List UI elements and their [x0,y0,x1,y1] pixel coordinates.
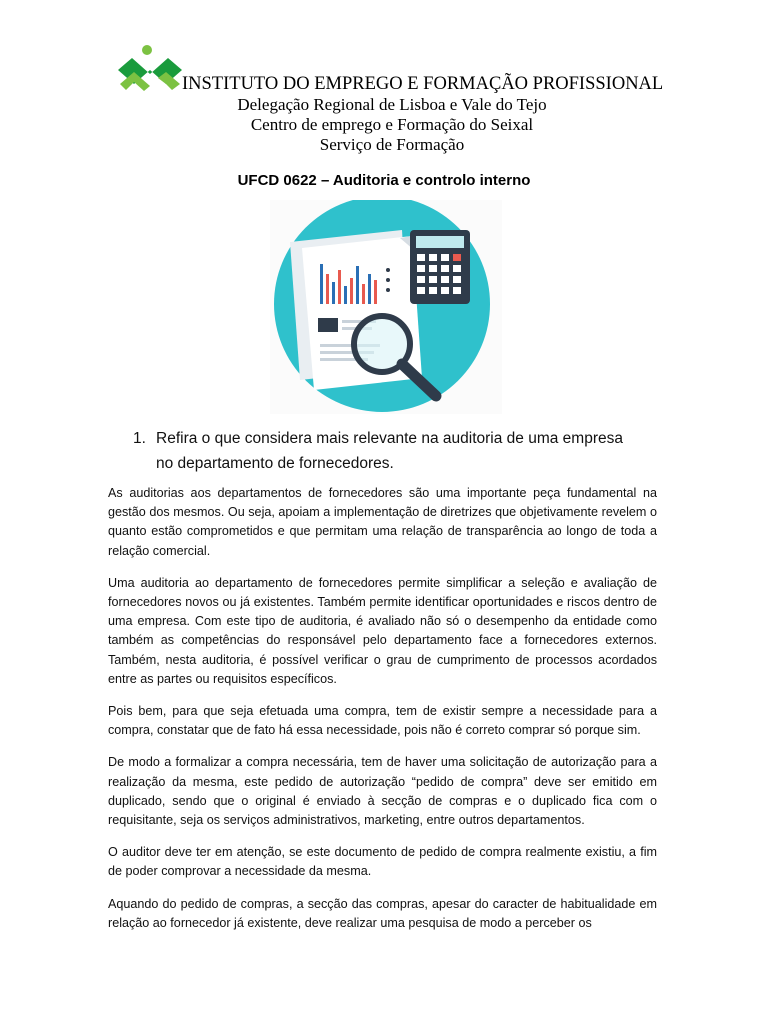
institution-name: INSTITUTO DO EMPREGO E FORMAÇÃO PROFISSIONAL [182,74,664,94]
answer-body [108,484,657,946]
paragraph: As auditorias aos departamentos de fornecedores são uma importante peça fundamental na gestão dos mesmos. Ou seja, apoiam a implementação de diretrizes que objetivamente revelem o quanto estão comprometidos e que permitam uma relação de transparência ao longo de toda a relação comercial. [108,486,657,558]
course-title: UFCD 0622 – Auditoria e controlo interno [237,172,531,189]
paragraph: Aquando do pedido de compras, a secção das compras, apesar do caracter de habitualidade em relação ao fornecedor já existente, deve realizar uma pesquisa de modo a perceber os [108,896,657,930]
question-number: 1. [133,430,146,447]
paragraph: Uma auditoria ao departamento de fornecedores permite simplificar a seleção e avaliação de fornecedores novos ou já existentes. Também permite identificar oportunidades e riscos dentro de uma empresa. Com este tipo de auditoria, é avaliado não só o desempenho da entidade como também as competências do responsável pelo departamento face a fornecedores externos. Também, nesta auditoria, é possível verificar o grau de cumprimento de processos acordados entre as partes ou requisitos específicos. [108,575,657,686]
paragraph: O auditor deve ter em atenção, se este documento de pedido de compra realmente existiu, a fim de poder comprovar a necessidade da mesma. [108,845,657,879]
calculator-icon [410,230,470,304]
delegation-name: Delegação Regional de Lisboa e Vale do Tejo [237,95,547,114]
center-name: Centro de emprego e Formação do Seixal [250,115,534,134]
question-line: Refira o que considera mais relevante na auditoria de uma empresa [156,430,623,447]
iefp-logo-icon [114,44,184,92]
question-text [156,426,676,476]
paragraph: Pois bem, para que seja efetuada uma compra, tem de existir sempre a necessidade para a compra, constatar que de fato há essa necessidade, pois não é correto comprar só porque sim. [108,704,657,738]
question-line: no departamento de fornecedores. [156,455,394,472]
service-name: Serviço de Formação [319,135,465,154]
report-block-icon [318,318,338,332]
paragraph: De modo a formalizar a compra necessária, tem de haver uma solicitação de autorização para a realização da mesma, este pedido de autorização “pedido de compra” deve ser emitido em duplicado, sendo que o original é enviado à secção de compras e o duplicado fica com o requisitante, seja os serviços administrativos, marketing, entre outros departamentos. [108,755,657,828]
audit-illustration [270,200,502,414]
